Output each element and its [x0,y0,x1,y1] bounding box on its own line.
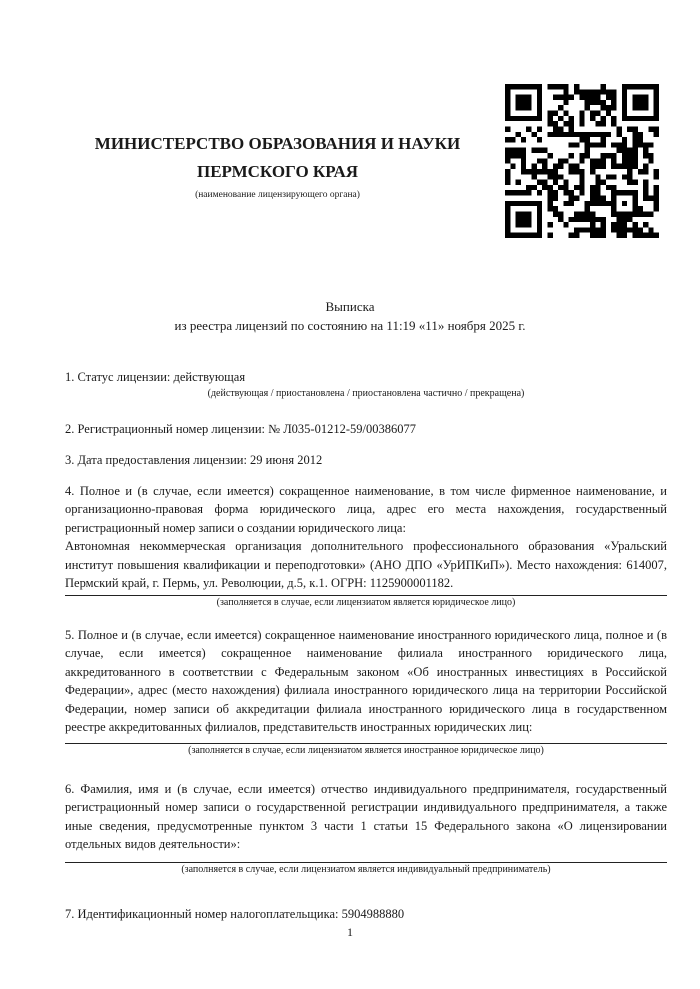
item-individual-entrepreneur [65,780,667,876]
foreign-entity-caption: (заполняется в случае, если лицензиатом является иностранное юридическое лицо) [188,744,544,756]
page-number: 1 [347,925,353,939]
item-legal-entity [65,482,667,609]
qr-code [505,84,659,238]
qr-code-image [505,84,659,238]
legal-entity-field-label: 4. Полное и (в случае, если имеется) сокращенное наименование, в том числе фирменное наименование, и организационно-правовая форма юридического лица, адрес его места нахождения, государственный регистрационный номер записи о создании юридического лица: [65,483,667,535]
item-registration-number: 2. Регистрационный номер лицензии: № Л035-01212-59/00386077 [65,421,416,436]
ministry-name-line2: ПЕРМСКОГО КРАЯ [196,162,359,181]
document-title [0,297,700,335]
entrepreneur-empty-value [65,854,667,862]
item-foreign-entity [65,626,667,757]
ministry-name-line1: МИНИСТЕРСТВО ОБРАЗОВАНИЯ И НАУКИ [94,134,461,153]
document-body [65,368,667,923]
licensing-authority-header [65,130,490,201]
license-status-text: 1. Статус лицензии: действующая [65,370,246,384]
item-grant-date: 3. Дата предоставления лицензии: 29 июня 2012 [65,453,323,467]
item-taxpayer-number: 7. Идентификационный номер налогоплательщика: 5904988880 [65,906,405,921]
legal-entity-caption: (заполняется в случае, если лицензиатом является юридическое лицо) [216,596,516,608]
item-license-status [65,368,667,400]
licensing-authority-caption: (наименование лицензирующего органа) [195,190,360,200]
document-title-line2: из реестра лицензий по состоянию на 11:19 «11» ноября 2025 г. [174,318,526,333]
foreign-entity-field-label: 5. Полное и (в случае, если имеется) сокращенное наименование иностранного юридического лица, полное и (в случае, если имеется) сокращенное наименование филиала иностранного юридического лица, аккредитованного в соответствии с Федеральным законом «Об иностранных инвестициях в Российской Федерации», адрес (место нахождения) филиала иностранного юридического лица на территории Российской Федерации, номер записи об аккредитации филиала иностранного юридического лица в государственном реестре аккредитованных филиалов, представительств иностранных юридических лиц: [65,627,667,734]
legal-entity-field-value: Автономная некоммерческая организация дополнительного профессионального образования «Уральский институт повышения квалификации и переподготовки» (АНО ДПО «УрИПКиП»). Место нахождения: 614007, Пермский край, г. Пермь, ул. Революции, д.5, к.1. ОГРН: 1125900001182. [65,539,667,590]
document-title-line1: Выписка [325,299,375,314]
entrepreneur-field-label: 6. Фамилия, имя и (в случае, если имеется) отчество индивидуального предпринимателя, государственный регистрационный номер записи о государственной регистрации индивидуального предпринимателя, а также иные сведения, предусмотренные пунктом 3 части 1 статьи 15 Федерального закона «О лицензировании отдельных видов деятельности»: [65,781,667,851]
entrepreneur-caption: (заполняется в случае, если лицензиатом является индивидуальный предприниматель) [181,863,551,875]
license-status-options-caption: (действующая / приостановлена / приостановлена частично / прекращена) [207,387,525,399]
